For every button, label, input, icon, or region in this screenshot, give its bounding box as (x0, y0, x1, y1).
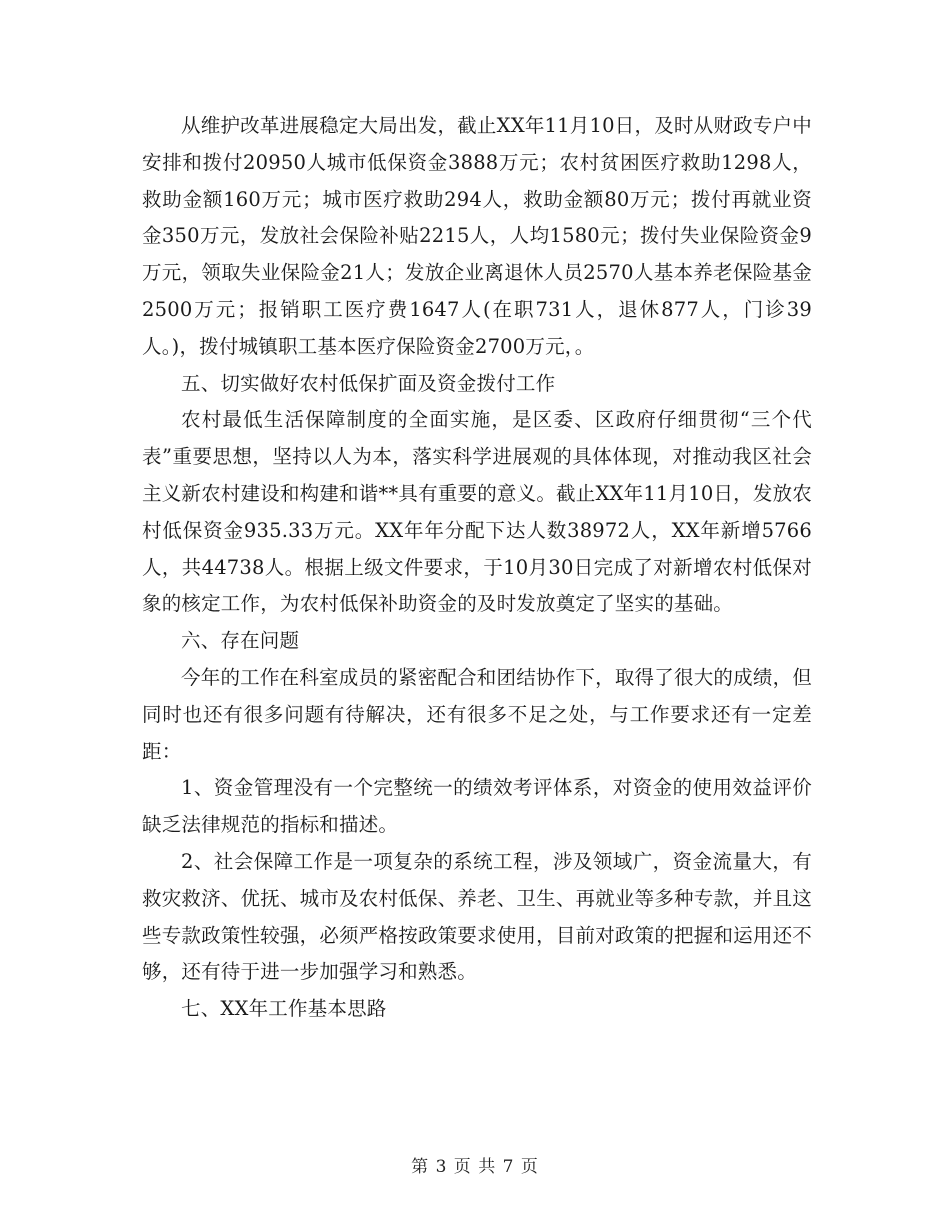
section-heading-rural-subsistence: 五、切实做好农村低保扩面及资金拨付工作 (181, 371, 556, 395)
section-heading-problems: 六、存在问题 (181, 629, 300, 653)
paragraph-problem-2: 2、社会保障工作是一项复杂的系统工程，涉及领域广，资金流量大，有救灾救济、优抚、城市及农村低保、养老、卫生、再就业等多种专款，并且这些专款政策性较强，必须严格按政策要求使用，目前对政策的把握和运用还不够，还有待于进一步加强学习和熟悉。 (142, 849, 812, 984)
paragraph-problems-intro: 今年的工作在科室成员的紧密配合和团结协作下，取得了很大的成绩，但同时也还有很多问题有待解决，还有很多不足之处，与工作要求还有一定差距： (142, 665, 812, 763)
document-body (142, 108, 812, 1028)
paragraph-funding-allocation: 从维护改革进展稳定大局出发，截止XX年11月10日，及时从财政专户中安排和拨付20950人城市低保资金3888万元；农村贫困医疗救助1298人，救助金额160万元；城市医疗救助294人，救助金额80万元；拨付再就业资金350万元，发放社会保险补贴2215人，人均1580元；拨付失业保险资金9万元，领取失业保险金21人；发放企业离退休人员2570人基本养老保险基金2500万元；报销职工医疗费1647人(在职731人，退休877人，门诊39人。)，拨付城镇职工基本医疗保险资金2700万元，。 (142, 114, 812, 358)
paragraph-problem-1: 1、资金管理没有一个完整统一的绩效考评体系，对资金的使用效益评价缺乏法律规范的指标和描述。 (142, 776, 812, 837)
section-heading-next-year: 七、XX年工作基本思路 (181, 997, 387, 1021)
paragraph-rural-subsistence: 农村最低生活保障制度的全面实施，是区委、区政府仔细贯彻“三个代表”重要思想，坚持以人为本，落实科学进展观的具体体现，对推动我区社会主义新农村建设和构建和谐**具有重要的意义。截止XX年11月10日，发放农村低保资金935.33万元。XX年年分配下达人数38972人，XX年新增5766人，共44738人。根据上级文件要求，于10月30日完成了对新增农村低保对象的核定工作，为农村低保补助资金的及时发放奠定了坚实的基础。 (142, 408, 812, 616)
page-number-footer: 第 3 页 共 7 页 (411, 1157, 539, 1177)
